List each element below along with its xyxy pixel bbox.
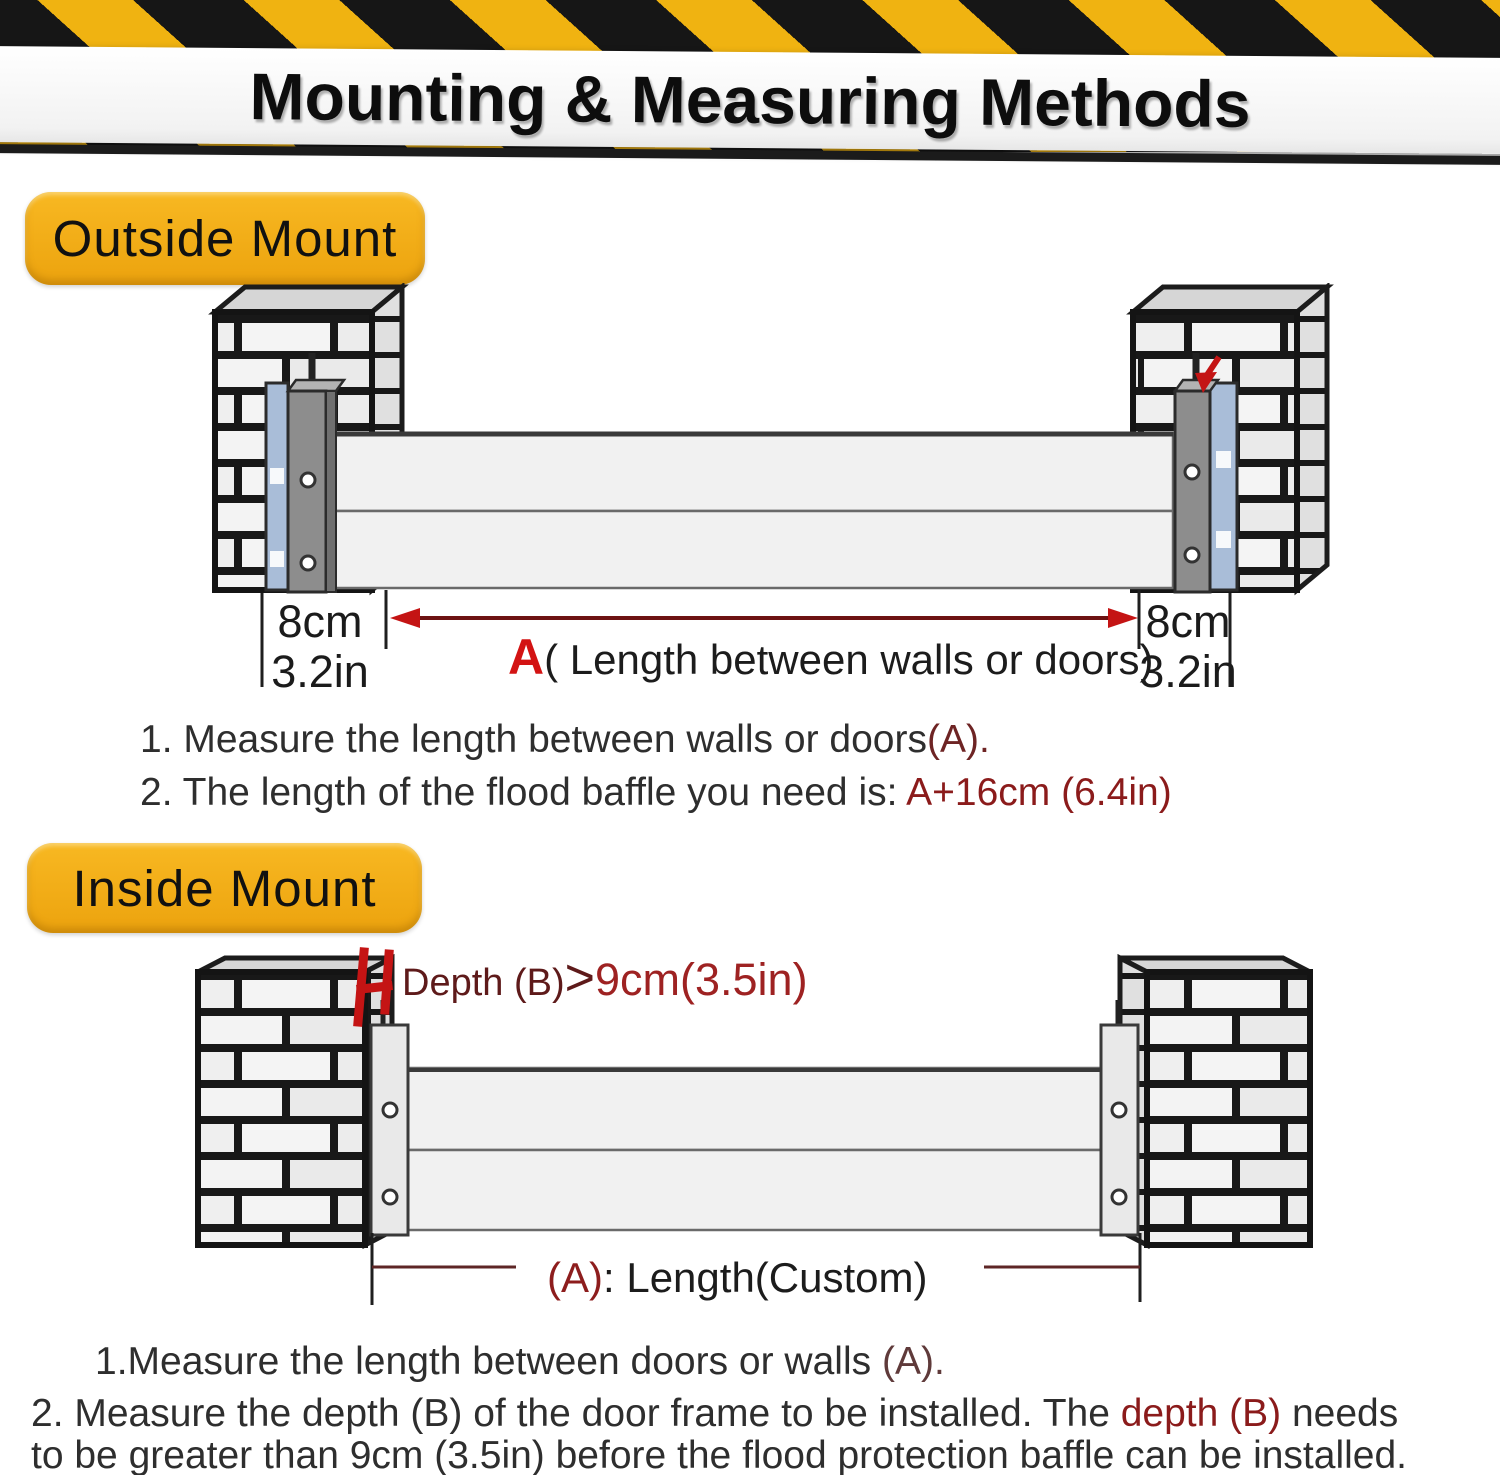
mounting-bracket-left	[266, 353, 344, 592]
page-title: Mounting & Measuring Methods	[249, 59, 1251, 141]
text-segment: 2. The length of the flood baffle you need is:	[140, 771, 907, 814]
screw-hole	[383, 1190, 397, 1204]
text-segment: (A)	[547, 1254, 603, 1301]
barrier-panel-bottom	[408, 1150, 1102, 1230]
title-band	[0, 46, 1500, 154]
offset-cm: 8cm	[1145, 596, 1231, 647]
text-segment: Depth (B)	[402, 962, 565, 1004]
barrier-panel-top	[408, 1068, 1102, 1150]
inside-mount-badge-label: Inside Mount	[72, 859, 377, 917]
barrier-panel-top	[335, 433, 1173, 511]
text-segment: A+16cm (6.4in)	[906, 771, 1172, 814]
outside-mount-badge	[25, 192, 425, 285]
offset-in: 3.2in	[271, 646, 369, 697]
barrier-panel-bottom	[335, 511, 1173, 588]
instruction-step-1	[140, 718, 990, 762]
text-segment: >	[564, 949, 595, 1007]
pillar-side-face	[1297, 287, 1327, 590]
text-segment: ( Length between walls or doors)	[544, 636, 1154, 683]
screw-hole	[383, 1103, 397, 1117]
text-segment: to be greater than 9cm (3.5in) before the flood protection baffle can be installed.	[31, 1434, 1407, 1475]
text-segment: 1. Measure the length between walls or doors	[140, 718, 927, 761]
offset-label-left	[252, 597, 388, 697]
offset-cm: 8cm	[277, 596, 363, 647]
title-band-wrap	[0, 46, 1500, 165]
instruction-step-2	[140, 771, 1172, 815]
text-segment: : Length(Custom)	[603, 1254, 928, 1301]
offset-in: 3.2in	[1139, 646, 1237, 697]
pillar-front-face	[1147, 972, 1310, 1245]
text-segment: 2. Measure the depth (B) of the door frame to be installed. The	[31, 1392, 1121, 1435]
mounting-bracket-right	[1175, 353, 1237, 592]
screw-hole	[1112, 1103, 1126, 1117]
seal-strip	[1210, 383, 1237, 590]
brick-pillar-right	[1120, 958, 1310, 1245]
seal-highlight	[1216, 531, 1231, 548]
outside-mount-badge-label: Outside Mount	[52, 210, 398, 267]
text-segment: needs	[1281, 1392, 1399, 1435]
depth-requirement-label	[402, 948, 808, 1008]
arrow-head-left	[390, 608, 420, 628]
instruction-step-1	[95, 1340, 945, 1384]
span-length-label-inside	[547, 1254, 927, 1302]
text-segment: (A).	[881, 1340, 945, 1383]
text-segment: 9cm(3.5in)	[595, 954, 808, 1005]
screw-hole	[301, 473, 315, 487]
instruction-step-2-line-2	[31, 1434, 1407, 1475]
text-segment: (A).	[926, 718, 990, 761]
text-segment: depth (B)	[1120, 1392, 1282, 1435]
pillar-front-face	[198, 972, 365, 1245]
screw-hole	[1112, 1190, 1126, 1204]
text-segment: A	[508, 629, 545, 685]
bracket-channel-side	[326, 391, 336, 592]
instruction-step-2-line-1	[31, 1392, 1398, 1436]
flood-barrier	[408, 1068, 1102, 1230]
channel-bracket-right	[1101, 1000, 1138, 1235]
seal-highlight	[270, 468, 284, 484]
bracket-cap	[1175, 380, 1218, 391]
seal-highlight	[270, 551, 284, 567]
bracket-cap	[288, 380, 344, 391]
screw-hole	[1185, 465, 1199, 479]
screw-hole	[301, 556, 315, 570]
channel-bracket-left	[371, 1000, 408, 1235]
span-length-label-outside	[508, 628, 1153, 686]
screw-hole	[1185, 548, 1199, 562]
text-segment: 1.Measure the length between doors or walls	[95, 1340, 882, 1383]
seal-highlight	[1216, 451, 1231, 468]
flood-barrier	[335, 433, 1173, 588]
inside-mount-badge	[27, 843, 422, 933]
